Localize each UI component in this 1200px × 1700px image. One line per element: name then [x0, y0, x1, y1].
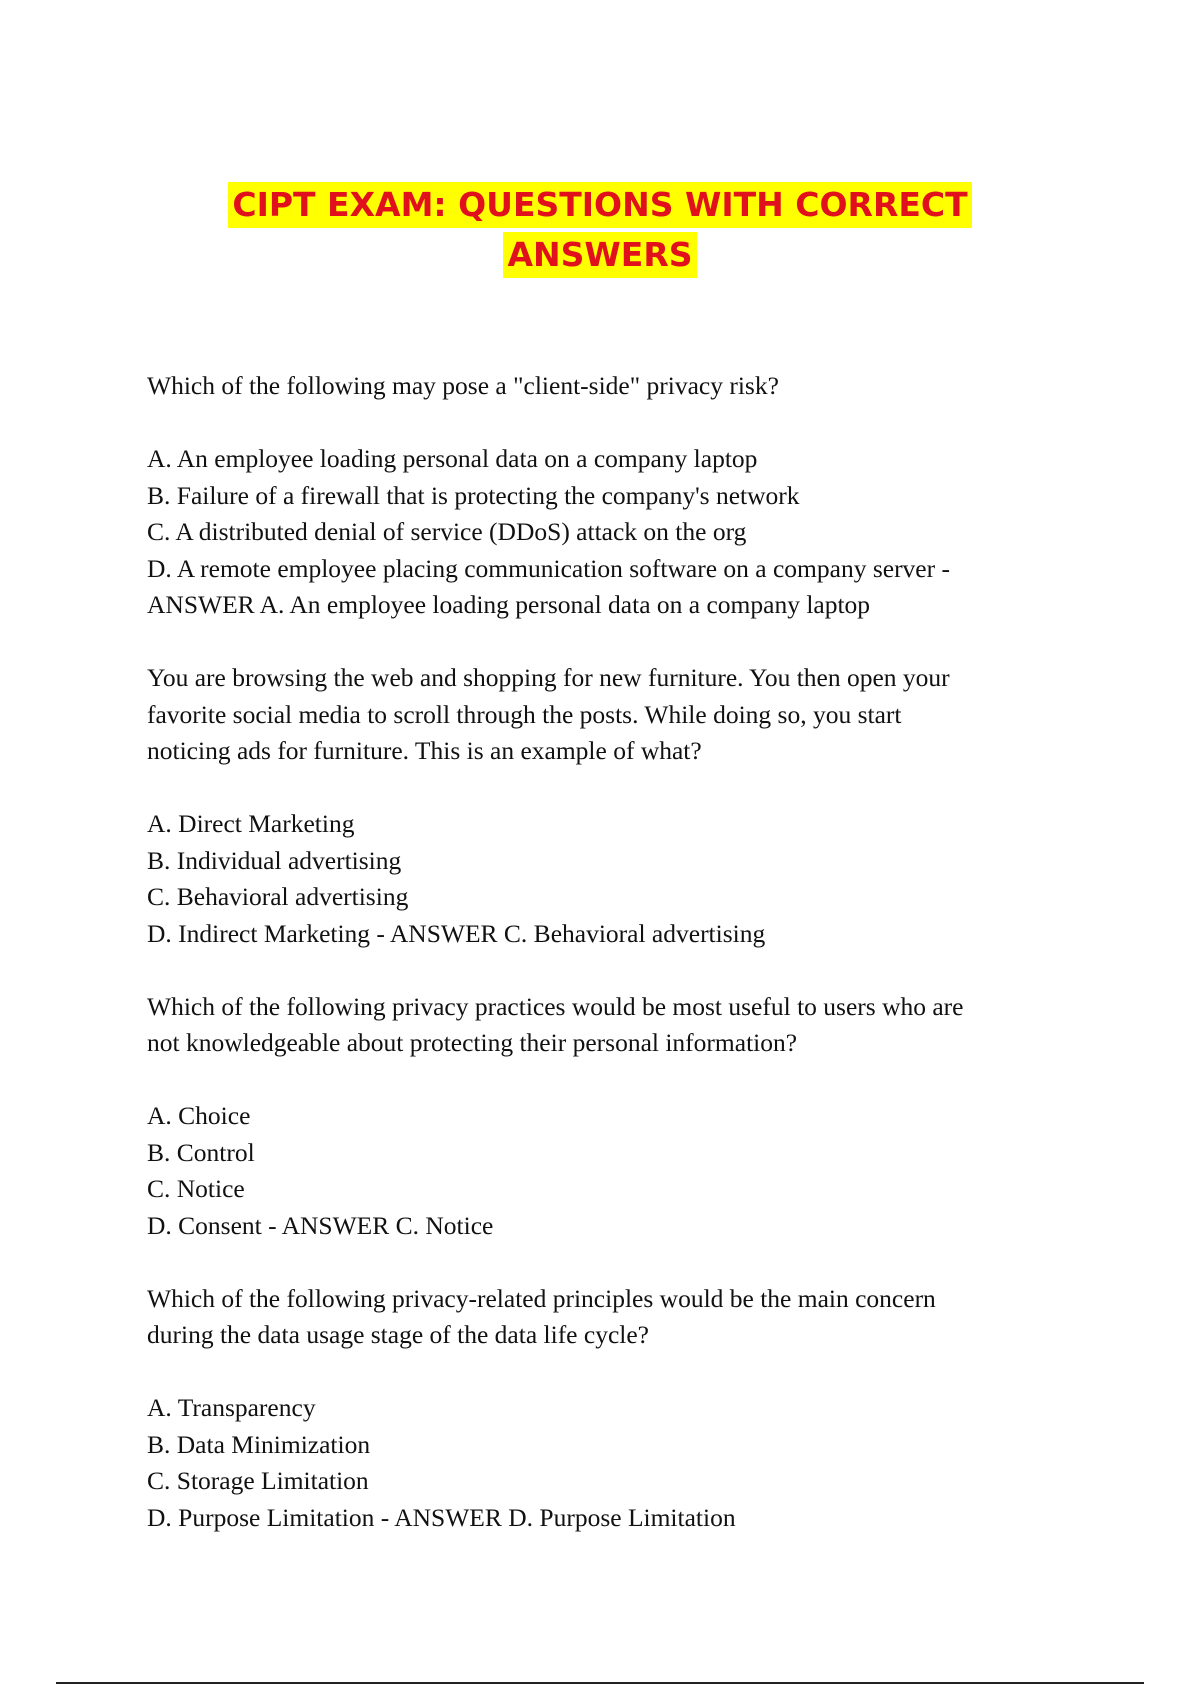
- question-block-1: [147, 368, 1067, 624]
- option-line: C. A distributed denial of service (DDoS) attack on the org: [147, 517, 747, 546]
- option-line: A. An employee loading personal data on a company laptop: [147, 444, 758, 473]
- option-line: A. Direct Marketing: [147, 809, 355, 838]
- option-line: B. Control: [147, 1137, 255, 1167]
- answer-line: ANSWER A. An employee loading personal data on a company laptop: [147, 590, 871, 619]
- option-line: B. Failure of a firewall that is protecting the company's network: [147, 480, 800, 510]
- option-line: C. Notice: [147, 1174, 245, 1203]
- option-line: B. Individual advertising: [147, 845, 402, 875]
- answer-line: D. Consent - ANSWER C. Notice: [147, 1210, 494, 1240]
- option-line: A. Choice: [147, 1101, 251, 1130]
- question-text: [147, 1281, 1067, 1354]
- document-title: [0, 182, 1200, 278]
- option-line: A. Transparency: [147, 1393, 316, 1422]
- answer-options: [147, 441, 1067, 624]
- question-text: [147, 368, 1067, 405]
- title-line-1: CIPT EXAM: QUESTIONS WITH CORRECT: [228, 182, 971, 228]
- question-line: during the data usage stage of the data life cycle?: [147, 1320, 649, 1349]
- option-line: C. Storage Limitation: [147, 1466, 369, 1495]
- answer-line: D. Indirect Marketing - ANSWER C. Behavioral advertising: [147, 918, 766, 948]
- option-line: B. Data Minimization: [147, 1429, 371, 1459]
- question-line: not knowledgeable about protecting their personal information?: [147, 1028, 798, 1057]
- option-line: C. Behavioral advertising: [147, 882, 409, 911]
- question-line: Which of the following privacy practices would be most useful to users who are: [147, 991, 964, 1021]
- question-text: [147, 989, 1067, 1062]
- document-body: [147, 368, 1067, 1573]
- title-line-2: ANSWERS: [503, 232, 696, 278]
- option-line: D. A remote employee placing communication software on a company server -: [147, 553, 950, 583]
- question-line: You are browsing the web and shopping for new furniture. You then open your: [147, 663, 950, 692]
- answer-options: [147, 1098, 1067, 1244]
- question-line: noticing ads for furniture. This is an example of what?: [147, 736, 702, 765]
- answer-options: [147, 806, 1067, 952]
- question-block-3: [147, 989, 1067, 1245]
- question-line: favorite social media to scroll through the posts. While doing so, you start: [147, 699, 902, 729]
- question-text: [147, 660, 1067, 770]
- answer-line: D. Purpose Limitation - ANSWER D. Purpose Limitation: [147, 1502, 736, 1532]
- question-line: Which of the following may pose a "client-side" privacy risk?: [147, 371, 779, 400]
- answer-options: [147, 1390, 1067, 1536]
- question-block-2: [147, 660, 1067, 952]
- question-line: Which of the following privacy-related principles would be the main concern: [147, 1283, 936, 1313]
- question-block-4: [147, 1281, 1067, 1537]
- footer-divider: [56, 1682, 1144, 1684]
